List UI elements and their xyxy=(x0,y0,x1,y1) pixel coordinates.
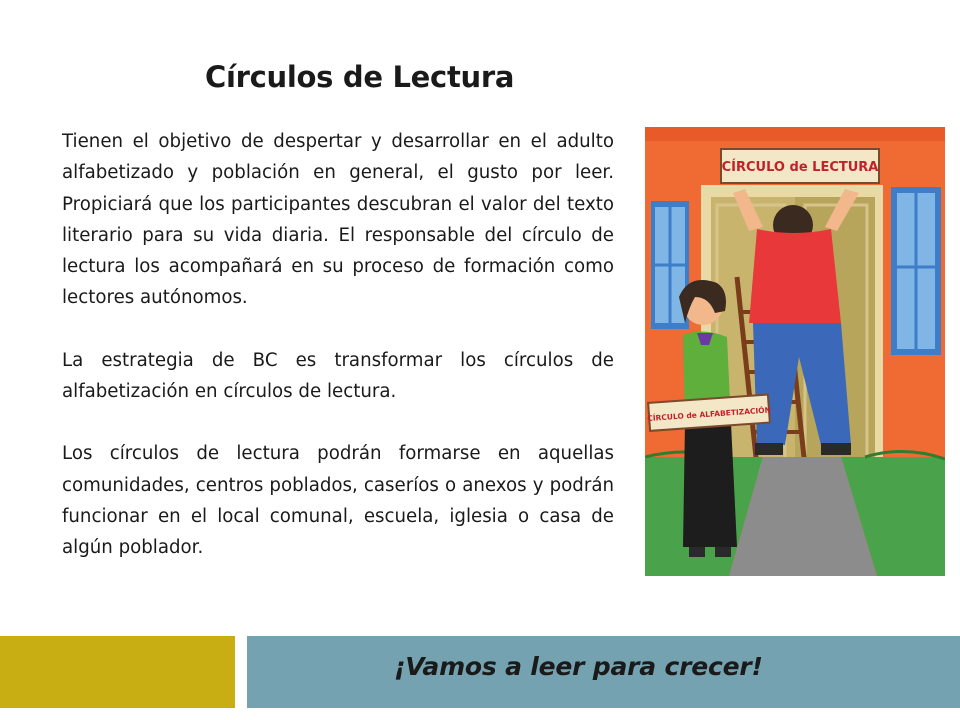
slide-title: Círculos de Lectura xyxy=(205,60,515,94)
paragraph-objective: Tienen el objetivo de despertar y desarrollar en el adulto alfabetizado y población en general, el gusto por leer. Propiciará que los participantes descubran el valor del texto literario para su vida diaria. El responsable del círculo de lectura los acompañará en su proceso de formación como lectores autónomos. xyxy=(62,131,614,309)
paragraph-locations: Los círculos de lectura podrán formarse en aquellas comunidades, centros poblados, caseríos o anexos y podrán funcionar en el local comunal, escuela, iglesia o casa de algún poblador. xyxy=(62,443,614,559)
reading-circle-illustration xyxy=(645,127,945,576)
footer-tagline: ¡Vamos a leer para crecer! xyxy=(394,652,763,681)
sign-top-text: CÍRCULO de LECTURA xyxy=(721,160,879,175)
footer-accent-bar xyxy=(0,636,235,708)
footer-tagline-bar xyxy=(247,636,960,708)
sign-bottom-text: CÍRCULO de ALFABETIZACIÓN xyxy=(647,405,772,424)
paragraph-strategy: La estrategia de BC es transformar los círculos de alfabetización en círculos de lectura. xyxy=(62,349,614,403)
body-text xyxy=(62,126,614,564)
